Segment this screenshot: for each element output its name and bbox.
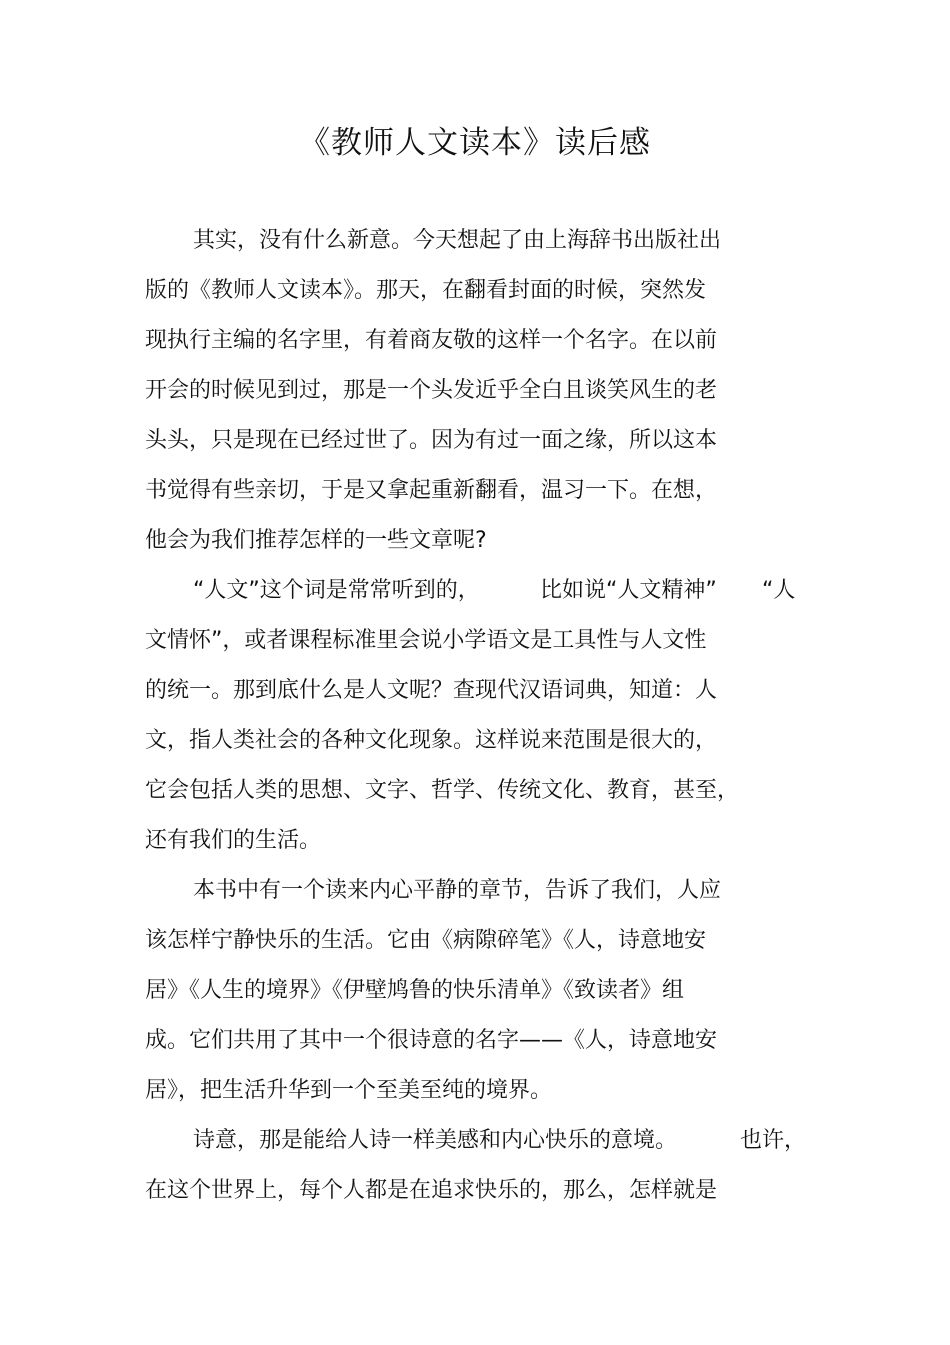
- text-line: 成。它们共用了其中一个很诗意的名字——《人，诗意地安: [145, 1028, 718, 1053]
- text-line: 本书中有一个读来内心平静的章节，告诉了我们，人应: [193, 878, 722, 903]
- text-line: 书觉得有些亲切，于是又拿起重新翻看，温习一下。在想，: [145, 478, 718, 503]
- text-line: 还有我们的生活。: [145, 828, 322, 853]
- text-line: 开会的时候见到过，那是一个头发近乎全白且谈笑风生的老: [145, 378, 718, 403]
- text-line: 它会包括人类的思想、文字、哲学、传统文化、教育，甚至，: [145, 778, 740, 803]
- text-segment: 诗意，那是能给人诗一样美感和内心快乐的意境。: [193, 1128, 678, 1153]
- text-line: 其实，没有什么新意。今天想起了由上海辞书出版社出: [193, 228, 722, 253]
- text-line: 居》，把生活升华到一个至美至纯的境界。: [145, 1078, 553, 1103]
- text-line: 现执行主编的名字里，有着商友敬的这样一个名字。在以前: [145, 328, 718, 353]
- text-line: 他会为我们推荐怎样的一些文章呢?: [145, 528, 487, 553]
- text-segment: 也许，: [740, 1128, 807, 1153]
- text-line: 版的《教师人文读本》。那天，在翻看封面的时候，突然发: [145, 278, 707, 303]
- text-segment: 比如说“人文精神”: [540, 578, 717, 603]
- text-segment: “人文”这个词是常常听到的，: [193, 578, 480, 603]
- text-line: 文，指人类社会的各种文化现象。这样说来范围是很大的，: [145, 728, 718, 753]
- text-line: 文情怀”，或者课程标准里会说小学语文是工具性与人文性: [145, 628, 707, 653]
- text-line: 居》《人生的境界》《伊壁鸠鲁的快乐清单》《致读者》组: [145, 978, 685, 1003]
- document-title: 《教师人文读本》读后感: [299, 125, 651, 161]
- text-line: 在这个世界上，每个人都是在追求快乐的，那么，怎样就是: [145, 1178, 718, 1203]
- text-line: 的统一。那到底什么是人文呢？查现代汉语词典，知道：人: [145, 678, 718, 703]
- text-line: 该怎样宁静快乐的生活。它由《病隙碎笔》《人，诗意地安: [145, 928, 707, 953]
- text-segment: “人: [762, 578, 796, 603]
- text-line: 头头，只是现在已经过世了。因为有过一面之缘，所以这本: [145, 428, 718, 453]
